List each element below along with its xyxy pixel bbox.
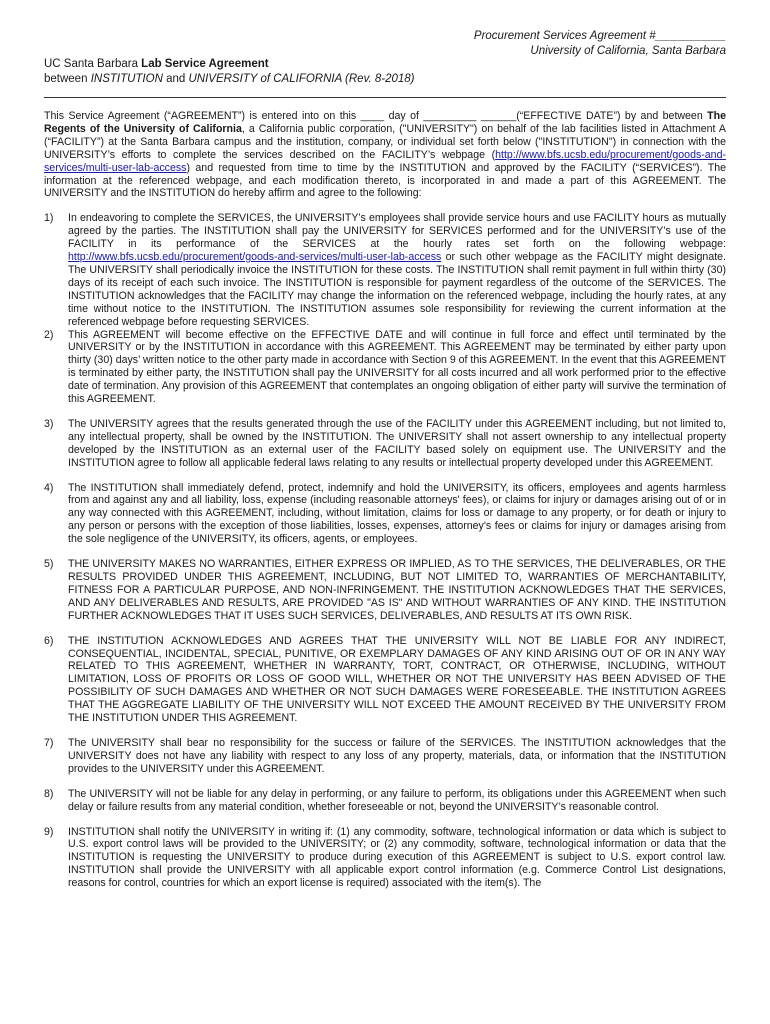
clause-2: [44, 329, 726, 406]
clause-8: [44, 788, 726, 814]
title-bold: Lab Service Agreement: [141, 58, 269, 70]
title-line-1: [44, 57, 415, 72]
clause-number: 6): [44, 634, 54, 647]
title-institution: INSTITUTION: [90, 72, 163, 85]
clause-number: 4): [44, 481, 54, 494]
clause-number: 2): [44, 328, 54, 341]
clause-text: The UNIVERSITY shall bear no responsibility for the success or failure of the SERVICES. The INSTITUTION acknowledges that the UNIVERSITY does not have any liability with respect to any loss of any property, materials, data, or information that the INSTITUTION provides to the UNIVERSITY under this AGREEMENT.: [68, 736, 726, 775]
clause-4: [44, 482, 726, 547]
clause-number: 5): [44, 558, 54, 571]
clause-number: 7): [44, 736, 54, 749]
clause-text: This AGREEMENT will become effective on the EFFECTIVE DATE and will continue in full force and effect until terminated by the UNIVERSITY or by the INSTITUTION in accordance with this AGREEMENT. This AGREEMENT may be terminated by either party upon thirty (30) days’ written notice to the other party made in accordance with Section 9 of this AGREEMENT. In the event that this AGREEMENT is terminated by either party, the INSTITUTION shall pay the UNIVERSITY for all costs incurred and all work performed prior to the effective date of termination. Any provision of this AGREEMENT that contemplates an ongoing obligation of either party will survive the termination of this AGREEMENT.: [68, 328, 726, 406]
title-prefix: UC Santa Barbara: [44, 58, 142, 70]
university-name: University of California, Santa Barbara: [530, 44, 726, 57]
document-title: [44, 57, 415, 86]
clause-number: 1): [44, 212, 54, 225]
clause-1: [44, 212, 726, 328]
clause-5: [44, 558, 726, 623]
clause-text: The INSTITUTION shall immediately defend, protect, indemnify and hold the UNIVERSITY, its officers, employees and agents harmless from and against any and all liability, loss, expense (including reasonable attorneys' fees), or claims for injury or damages arising out of or in any way connected with this AGREEMENT, including, without limitation, claims for loss or damage to any property, or for death or injury to any person or persons with the exception of those liabilities, losses, expenses, attorney's fees or claims for injury or damages arising from the sole negligence of the UNIVERSITY, its officers, agents, or employees.: [68, 481, 726, 546]
title-between: between: [44, 72, 91, 85]
intro-paragraph: [44, 110, 726, 200]
clause-number: 9): [44, 825, 54, 838]
intro-text-3: ) and requested from time to time by the INSTITUTION and approved by the FACILITY (“SERVICES”). The information at the referenced webpage, and each modification thereto, is incorporated in and made a part of this AGREEMENT. The UNIVERSITY and the INSTITUTION do hereby affirm and agree to the following:: [44, 161, 726, 200]
clause-1-text-a: In endeavoring to complete the SERVICES, the UNIVERSITY’s employees shall provide service hours and use FACILITY hours as mutually agreed by the parties. The INSTITUTION shall pay the UNIVERSITY for SERVICES performed and for the UNIVERSITY’s use of the FACILITY in its performance of the SERVICES at the hourly rates set forth on the following webpage:: [68, 212, 726, 251]
document-header: [474, 29, 726, 58]
clause-number: 8): [44, 787, 54, 800]
title-line-2: [44, 72, 415, 87]
clause-text: The UNIVERSITY will not be liable for any delay in performing, or any failure to perform, its obligations under this AGREEMENT when such delay or failure results from any material condition, whether foreseeable or not, beyond the UNIVERSITY’s reasonable control.: [68, 787, 726, 813]
clause-9: [44, 826, 726, 891]
rates-webpage-link[interactable]: http://www.bfs.ucsb.edu/procurement/goods-and-services/multi-user-lab-access: [68, 251, 442, 264]
clause-number: 3): [44, 417, 54, 430]
intro-text-1: This Service Agreement (“AGREEMENT”) is entered into on this ____ day of _________ ______(“EFFECTIVE DATE”) by and between: [44, 110, 708, 122]
intro-regents: The Regents of the University of California: [44, 110, 726, 135]
intro-webpage-link[interactable]: http://www.bfs.ucsb.edu/procurement/goods-and-services/multi-user-lab-access: [44, 148, 726, 174]
clause-text: THE UNIVERSITY MAKES NO WARRANTIES, EITHER EXPRESS OR IMPLIED, AS TO THE SERVICES, THE DELIVERABLES, OR THE RESULTS PROVIDED UNDER THIS AGREEMENT, INCLUDING, BUT NOT LIMITED TO, WARRANTIES OF MERCHANTABILITY, FITNESS FOR A PARTICULAR PURPOSE, AND NON-INFRINGEMENT. THE INSTITUTION ACKNOWLEDGES THAT THE SERVICES, AND ANY DELIVERABLES AND RESULTS, ARE PROVIDED "AS IS" AND WITHOUT WARRANTIES OF ANY KIND. THE INSTITUTION FURTHER ACKNOWLEDGES THAT IT USES SUCH SERVICES, DELIVERABLES, AND RESULTS AT ITS OWN RISK.: [68, 558, 726, 622]
clause-text: THE INSTITUTION ACKNOWLEDGES AND AGREES THAT THE UNIVERSITY WILL NOT BE LIABLE FOR ANY INDIRECT, CONSEQUENTIAL, INCIDENTAL, SPECIAL, PUNITIVE, OR EXEMPLARY DAMAGES OF ANY KIND ARISING OUT OF OR IN ANY WAY RELATED TO THIS AGREEMENT, WHETHER IN WARRANTY, TORT, CONTRACT, OR OTHERWISE, INCLUDING, WITHOUT LIMITATION, LOSS OF PROFITS OR LOSS OF GOOD WILL, WHETHER OR NOT THE UNIVERSITY HAS BEEN ADVISED OF THE POSSIBILITY OF SUCH DAMAGES AND WHETHER OR NOT SUCH DAMAGES WERE FORESEEABLE. THE INSTITUTION AGREES THAT THE AGGREGATE LIABILITY OF THE UNIVERSITY WILL NOT EXCEED THE AMOUNT RECEIVED BY THE UNIVERSITY FROM THE INSTITUTION UNDER THIS AGREEMENT.: [68, 634, 726, 725]
title-and: and: [162, 72, 189, 85]
clause-3: [44, 418, 726, 470]
horizontal-divider: [44, 97, 726, 98]
clause-7: [44, 737, 726, 776]
clause-text: INSTITUTION shall notify the UNIVERSITY in writing if: (1) any commodity, software, technological information or data which is subject to U.S. export control laws will be provided to the UNIVERSITY; or (2) any commodity, software, technological information or data that the INSTITUTION is requesting the UNIVERSITY to produce during execution of this AGREEMENT is subject to U.S. export control law. INSTITUTION shall provide the UNIVERSITY with all applicable export control information (e.g. Commerce Control List designations, reasons for control, countries for which an export license is required) associated with the item(s). The: [68, 825, 726, 890]
clause-text: The UNIVERSITY agrees that the results generated through the use of the FACILITY under this AGREEMENT including, but not limited to, any intellectual property, shall be owned by the INSTITUTION. The UNIVERSITY shall not assert ownership to any intellectual property developed by the INSTITUTION as an external user of the FACILITY based solely on equipment use. The UNIVERSITY and the INSTITUTION agree to follow all applicable federal laws relating to any results or intellectual property developed under this AGREEMENT.: [68, 417, 726, 469]
clause-6: [44, 635, 726, 725]
title-university: UNIVERSITY of CALIFORNIA (Rev. 8-2018): [188, 72, 415, 85]
agreement-number: Procurement Services Agreement #___________: [473, 30, 726, 42]
intro-text-2: , a California public corporation, ("UNIVERSITY") on behalf of the lab facilities listed in Attachment A (“FACILITY”) at the Santa Barbara campus and the institution, company, or individual set forth below ("INSTITUTION") in connection with the UNIVERSITY’s efforts to complete the services described on the FACILITY’s webpage (: [44, 122, 726, 161]
clause-text: [68, 212, 726, 328]
clause-1-text-b: or such other webpage as the FACILITY might designate. The UNIVERSITY shall periodically invoice the INSTITUTION for these costs. The INSTITUTION shall remit payment in full within thirty (30) days of its receipt of each such invoice. The INSTITUTION is responsible for payment regardless of the outcome of the SERVICES. The INSTITUTION acknowledges that the FACILITY may change the information on the referenced webpage, including the hourly rates, at any time without notice to the INSTITUTION. The INSTITUTION assumes sole responsibility for reviewing the current information at the referenced webpage before requesting SERVICES.: [68, 251, 726, 328]
agreement-body: [44, 110, 726, 890]
